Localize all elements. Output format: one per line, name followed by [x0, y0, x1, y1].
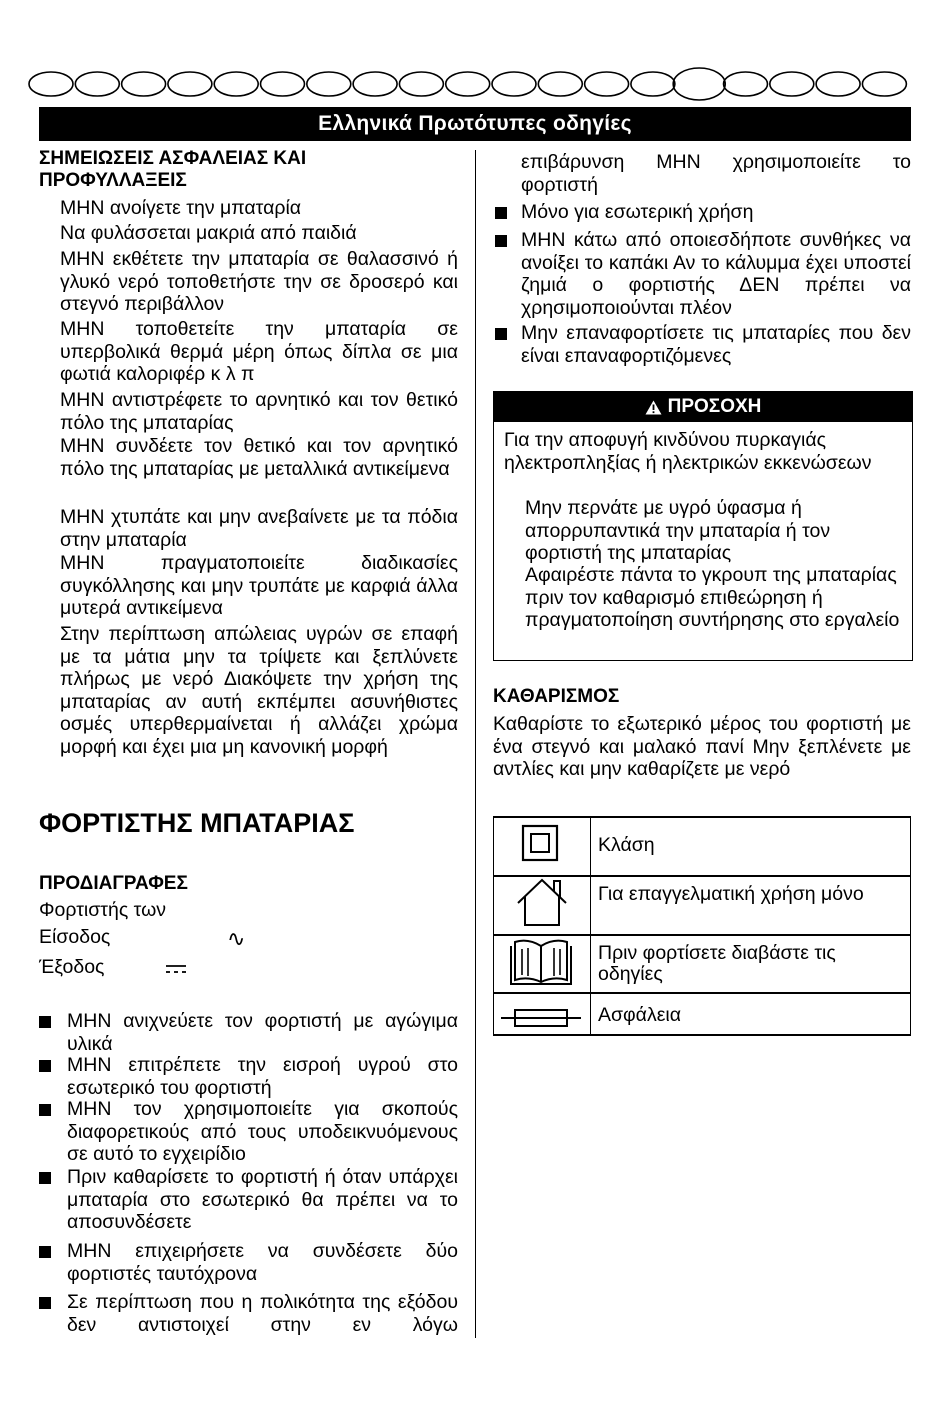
- house-icon: [514, 877, 570, 929]
- page-marker-oval: [75, 72, 119, 96]
- bullet-square-icon: [39, 1246, 51, 1258]
- page-marker-oval: [585, 72, 629, 96]
- page-marker-oval: [399, 72, 443, 96]
- page-marker-oval: [538, 72, 582, 96]
- safety-item: ΜΗΝ τοποθετείτε την μπαταρία σε υπερβολικά θερμά μέρη όπως δίπλα σε μια φωτιά καλοριφέρ κ λ π: [60, 318, 458, 385]
- page-marker-oval: [29, 72, 73, 96]
- bullet-square-icon: [39, 1172, 51, 1184]
- warning-intro: Για την αποφυγή κινδύνου πυρκαγιάς ηλεκτροπληξίας ή ηλεκτρικών εκκενώσεων: [504, 429, 872, 474]
- page-marker-oval: [353, 72, 397, 96]
- list-item: Μόνο για εσωτερική χρήση: [521, 201, 754, 223]
- safety-item: ΜΗΝ εκθέτετε την μπαταρία σε θαλασσινό ή γλυκό νερό τοποθετήστε την σε δροσερό και στεγνό περιβάλλον: [60, 248, 458, 315]
- table-rule: [493, 934, 911, 936]
- bullet-square-icon: [495, 235, 507, 247]
- symbol-label: Για επαγγελματική χρήση μόνο: [598, 883, 864, 905]
- spec-output-label: Έξοδος: [39, 956, 105, 978]
- page-marker-oval: [862, 72, 906, 96]
- symbol-label: Ασφάλεια: [598, 1004, 682, 1026]
- warning-triangle-icon: [645, 400, 662, 415]
- language-banner: Ελληνικά Πρωτότυπες οδηγίες: [39, 107, 911, 141]
- symbol-label: Πριν φορτίσετε διαβάστε τις οδηγίες: [598, 942, 836, 985]
- safety-item: ΜΗΝ αντιστρέφετε το αρνητικό και τον θετικό πόλο της μπαταρίας: [60, 389, 458, 434]
- table-rule: [910, 816, 911, 1036]
- safety-item: ΜΗΝ ανοίγετε την μπαταρία: [60, 197, 302, 219]
- ac-symbol-icon: ∿: [227, 926, 246, 951]
- continued-text: επιβάρυνση ΜΗΝ χρησιμοποιείτε το φορτιστή: [521, 151, 911, 196]
- bullet-square-icon: [39, 1060, 51, 1072]
- page-marker-oval: [122, 72, 166, 96]
- bullet-square-icon: [39, 1104, 51, 1116]
- page-marker-strip: [28, 66, 918, 102]
- charger-title: ΦΟΡΤΙΣΤΗΣ ΜΠΑΤΑΡΙΑΣ: [39, 808, 355, 838]
- bullet-square-icon: [39, 1016, 51, 1028]
- spec-charger-label: Φορτιστής των: [39, 899, 167, 921]
- cleaning-heading: ΚΑΘΑΡΙΣΜΟΣ: [493, 686, 620, 707]
- page-marker-oval: [446, 72, 490, 96]
- double-square-icon: [521, 824, 561, 864]
- page-marker-oval: [770, 72, 814, 96]
- warning-header: [494, 392, 912, 422]
- safety-item: ΜΗΝ συνδέετε τον θετικό και τον αρνητικό πόλο της μπαταρίας με μεταλλικά αντικείμενα: [60, 435, 458, 480]
- safety-item: Να φυλάσσεται μακριά από παιδιά: [60, 222, 357, 244]
- spec-input-label: Είσοδος: [39, 926, 111, 948]
- page-marker-oval: [724, 72, 768, 96]
- symbols-table: [493, 816, 911, 1036]
- table-rule: [493, 992, 911, 994]
- page-marker-oval: [631, 72, 675, 96]
- bullet-square-icon: [495, 207, 507, 219]
- table-rule: [590, 816, 591, 1036]
- cleaning-text: Καθαρίστε το εξωτερικό μέρος του φορτιστή με ένα στεγνό και μαλακό πανί Μην ξεπλένετε με αντλίες και μην καθαρίζετε με νερό: [493, 713, 911, 780]
- table-rule: [493, 816, 494, 1036]
- page-marker-oval: [492, 72, 536, 96]
- list-item: ΜΗΝ τον χρησιμοποιείτε για σκοπούς διαφορετικούς από τους υποδεικνυόμενους σε αυτό το εγχειρίδιο: [67, 1098, 458, 1165]
- warning-item: Μην περνάτε με υγρό ύφασμα ή απορρυπαντικά την μπαταρία ή τον φορτιστή της μπαταρίας: [525, 497, 831, 564]
- list-item: ΜΗΝ κάτω από οποιεσδήποτε συνθήκες να ανοίξει το καπάκι Αν το κάλυμμα έχει υποστεί ζημιά ο φορτιστής ΔΕΝ πρέπει να χρησιμοποιούνται πλέον: [521, 229, 911, 319]
- page-marker-oval: [261, 72, 305, 96]
- dc-symbol-icon: [166, 963, 186, 975]
- list-item: Πριν καθαρίσετε το φορτιστή ή όταν υπάρχει μπαταρία στο εσωτερικό θα πρέπει να το αποσυνδέσετε: [67, 1166, 458, 1233]
- bullet-square-icon: [495, 328, 507, 340]
- list-item: Σε περίπτωση που η πολικότητα της εξόδου δεν αντιστοιχεί στην εν λόγω: [67, 1291, 458, 1336]
- warning-box: [493, 391, 913, 661]
- list-item: ΜΗΝ επιχειρήσετε να συνδέσετε δύο φορτιστές ταυτόχρονα: [67, 1240, 458, 1285]
- page-marker-oval: [307, 72, 351, 96]
- safety-item: Στην περίπτωση απώλειας υγρών σε επαφή με τα μάτια μην τα τρίψετε και ξεπλύνετε πλήρως με νερό Διακόψετε την χρήση της μπαταρίας αν αυτή εκπέμπει ασυνήθιστες οσμές υπερθερμαίνεται ή αλλάζει χρώμα μορφή και έχει μια μη κανονική μορφή: [60, 623, 458, 758]
- list-item: ΜΗΝ επιτρέπετε την εισροή υγρού στο εσωτερικό του φορτιστή: [67, 1054, 458, 1099]
- open-book-icon: [508, 938, 574, 988]
- warning-title: ΠΡΟΣΟΧΗ: [667, 396, 762, 417]
- safety-heading: ΣΗΜΕΙΩΣΕΙΣ ΑΣΦΑΛΕΙΑΣ ΚΑΙ ΠΡΟΦΥΛΛΑΞΕΙΣ: [39, 148, 307, 191]
- table-rule: [493, 1034, 911, 1036]
- page-marker-oval: [214, 72, 258, 96]
- symbol-label: Κλάση: [598, 834, 655, 856]
- list-item: ΜΗΝ ανιχνεύετε τον φορτιστή με αγώγιμα υλικά: [67, 1010, 458, 1055]
- list-item: Μην επαναφορτίσετε τις μπαταρίες που δεν είναι επαναφορτιζόμενες: [521, 322, 911, 367]
- fuse-icon: [501, 1006, 581, 1030]
- page-marker-oval: [816, 72, 860, 96]
- safety-item: ΜΗΝ πραγματοποιείτε διαδικασίες συγκόλλησης και μην τρυπάτε με καρφιά άλλα μυτερά αντικείμενα: [60, 552, 458, 619]
- specs-heading: ΠΡΟΔΙΑΓΡΑΦΕΣ: [39, 873, 188, 894]
- page-marker-oval: [168, 72, 212, 96]
- page-marker-oval: [673, 68, 725, 100]
- column-divider: [475, 150, 476, 1338]
- bullet-square-icon: [39, 1297, 51, 1309]
- table-rule: [493, 816, 911, 818]
- safety-item: ΜΗΝ χτυπάτε και μην ανεβαίνετε με τα πόδια στην μπαταρία: [60, 506, 458, 551]
- warning-item: Αφαιρέστε πάντα το γκρουπ της μπαταρίας πριν τον καθαρισμό επιθεώρηση ή πραγματοποίηση συντήρησης στο εργαλείο: [525, 564, 900, 631]
